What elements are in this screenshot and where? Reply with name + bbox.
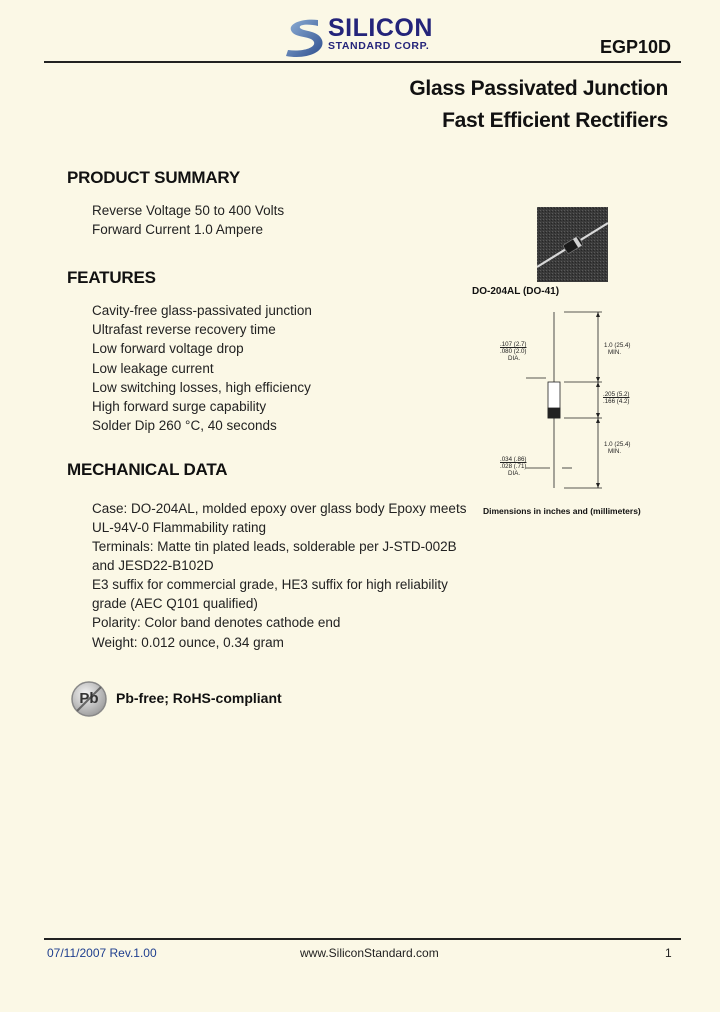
feature-item: Low leakage current bbox=[92, 361, 214, 376]
mechanical-item: grade (AEC Q101 qualified) bbox=[92, 596, 258, 611]
mechanical-item: UL-94V-0 Flammability rating bbox=[92, 520, 267, 535]
dim-body-diameter: .107 (2.7) .080 (2.0) DIA. bbox=[500, 341, 527, 363]
feature-item: Low forward voltage drop bbox=[92, 341, 244, 356]
summary-item: Reverse Voltage 50 to 400 Volts bbox=[92, 203, 285, 218]
features-heading: FEATURES bbox=[67, 268, 156, 287]
footer-website-link[interactable]: www.SiliconStandard.com bbox=[300, 946, 439, 960]
mechanical-item: Polarity: Color band denotes cathode end bbox=[92, 615, 341, 630]
summary-item: Forward Current 1.0 Ampere bbox=[92, 222, 264, 237]
package-photo bbox=[537, 207, 608, 282]
mechanical-item: and JESD22-B102D bbox=[92, 558, 214, 573]
logo-subtitle: STANDARD CORP. bbox=[328, 40, 430, 52]
part-number: EGP10D bbox=[599, 37, 671, 57]
dim-lead-diameter: .034 (.86) .028 (.71) DIA. bbox=[500, 456, 527, 478]
feature-item: High forward surge capability bbox=[92, 399, 267, 414]
title-line-1: Glass Passivated Junction bbox=[409, 77, 668, 100]
mechanical-item: E3 suffix for commercial grade, HE3 suffix for high reliability bbox=[92, 577, 448, 592]
feature-item: Cavity-free glass-passivated junction bbox=[92, 303, 312, 318]
title-line-2: Fast Efficient Rectifiers bbox=[442, 109, 668, 132]
footer-page-number: 1 bbox=[665, 946, 672, 960]
mechanical-item: Weight: 0.012 ounce, 0.34 gram bbox=[92, 635, 284, 650]
dimension-caption: Dimensions in inches and (millimeters) bbox=[483, 506, 641, 516]
dim-body-length: .205 (5.2) .166 (4.2) bbox=[603, 391, 630, 406]
footer-date-revision: 07/11/2007 Rev.1.00 bbox=[47, 946, 157, 960]
logo-title: SILICON bbox=[328, 14, 433, 42]
dim-lead-length-top: 1.0 (25.4) MIN. bbox=[604, 342, 631, 357]
rohs-label: Pb-free; RoHS-compliant bbox=[116, 690, 282, 706]
pb-free-icon: Pb bbox=[70, 680, 108, 718]
package-label: DO-204AL (DO-41) bbox=[472, 286, 560, 297]
feature-item: Low switching losses, high efficiency bbox=[92, 380, 311, 395]
footer-divider bbox=[44, 938, 681, 940]
product-summary-heading: PRODUCT SUMMARY bbox=[67, 168, 240, 187]
feature-item: Solder Dip 260 °C, 40 seconds bbox=[92, 418, 277, 433]
mechanical-item: Terminals: Matte tin plated leads, solderable per J-STD-002B bbox=[92, 539, 457, 554]
feature-item: Ultrafast reverse recovery time bbox=[92, 322, 276, 337]
header-divider bbox=[44, 61, 681, 63]
dim-lead-length-bottom: 1.0 (25.4) MIN. bbox=[604, 441, 631, 456]
mechanical-heading: MECHANICAL DATA bbox=[67, 460, 228, 479]
mechanical-item: Case: DO-204AL, molded epoxy over glass body Epoxy meets bbox=[92, 501, 467, 516]
